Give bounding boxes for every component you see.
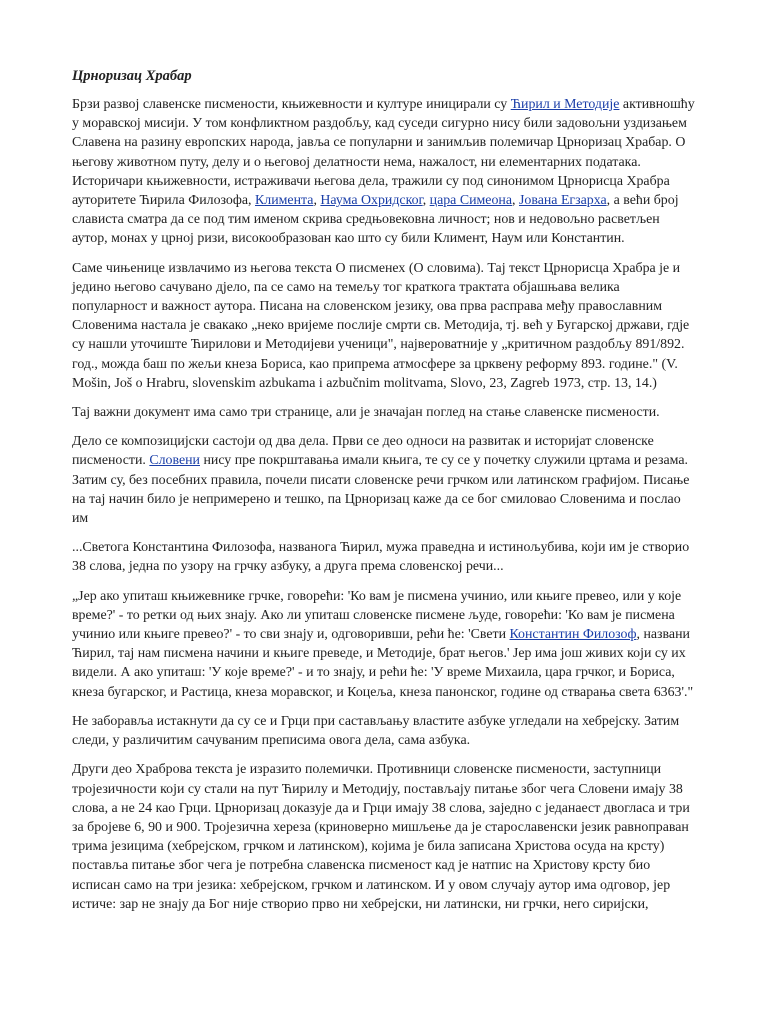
- article-title: Црноризац Храбар: [72, 68, 192, 84]
- text: Брзи развој славенске писмености, књижевности и културе иницирали су: [72, 97, 511, 112]
- text: , названи Ћирил, тај нам писмена начини и књиге преведе, и Методије, брат његов.' Јер има још живих који су их видели. А ако упиташ: 'У које време?' - и то знају, и рећи ће: 'У време Михаила, цара грчког, и Бориса, кнеза бугарског, и Растица, кнеза моравског, и Коцеља, кнеза панонског, године од стварања света 6363'.": [72, 627, 694, 700]
- text: „Јер ако упиташ књижевнике грчке, говорећи: 'Ко вам је писмена учинио, или књиге превео, или у које време?' - то ретки од њих знају. Ако ли упиташ словенске писмене људе, говорећи: 'Ко вам је писмена учинио или књиге превео?' - то сви знају и, одговоривши, рећи ће: 'Свети: [72, 588, 682, 643]
- text: , а већи број слависта сматра да се под тим именом скрива средњовековна личност; нов и недовољно расветљен аутор, монах у црној ризи, високообразован као што су били Климент, Наум или Константин.: [72, 193, 679, 247]
- link-kliment[interactable]: Климента: [255, 193, 314, 209]
- text: ,: [313, 193, 321, 209]
- paragraph-7: Не заборавља истакнути да су се и Грци при састављању властите азбуке угледали на хебрејску. Затим следи, у различитим сачуваним преписима овога дела, сама азбука.: [72, 713, 680, 749]
- link-slavs[interactable]: Словени: [149, 453, 200, 469]
- paragraph-5-quote: ...Светога Константина Филозофа, названога Ћирил, мужа праведна и истинољубива, који им је створио 38 слова, једна по узору на грчку азбуку, а друга према словенској речи...: [72, 540, 690, 575]
- text: ,: [512, 193, 519, 209]
- paragraph-1: [72, 95, 696, 249]
- link-tsar-simeon[interactable]: цара Симеона: [429, 193, 513, 209]
- text: нису пре покрштавања имали књига, те су се у почетку служили цртама и резама. Затим су, без посебних правила, почели писати словенске речи грчком или латинском графијом. Писање на тај начин било је непримерено и тешко, па Црноризац каже да се бог смиловао Словенима и послао им: [72, 453, 690, 527]
- link-naum-ohridski[interactable]: Наума Охридског: [320, 193, 423, 209]
- paragraph-4: [72, 432, 696, 528]
- link-cyril-methodius[interactable]: Ћирил и Методије: [510, 97, 620, 112]
- text: активношћу у моравској мисији. У том конфликтном раздобљу, кад суседи сигурно нису били задовољни уздизањем Славена на разину европских народа, јавља се популарни и занимљив полемичар Црноризац Храбар. О његову животном путу, делу и о његовој делатности нема, нажалост, ни елементарних података. Историчари књижевности, истраживачи његова дела, тражили су под синонимом Црнорисца Храбра ауторитете Ћирила Филозофа,: [72, 97, 695, 209]
- paragraph-2: Саме чињенице извлачимо из његова текста О писменех (О словима). Тај текст Црнорисца Храбра је и једино његово сачувано дјело, па се само на темељу тог краткога трактата објашњава велика популарност и важност аутора. Писана на словенском језику, ова прва расправа међу православним Словенима настала је свакако „неко вријеме послије смрти св. Методија, тј. већ у Бугарској држави, гдје су нашли уточиште Ћирилови и Методијеви ученици", највероватније у „критичном раздобљу 891/892. год., можда баш по жељи кнеза Бориса, као припрема атмосфере за црквену реформу 893. године." (V. Mošin, Još o Hrabru, slovenskim azbukama i azbučnim molitvama, Slovo, 23, Zagreb 1973, стр. 13, 14.): [72, 260, 690, 391]
- text: Дело се композицијски састоји од два дела. Први се део односи на развитак и историјат словенске писмености.: [72, 434, 654, 469]
- text: ,: [422, 193, 430, 209]
- link-jovan-egzarh[interactable]: Јована Егзарха: [518, 193, 607, 209]
- paragraph-3: Тај важни документ има само три странице, али је значајан поглед на стање славенске писмености.: [72, 405, 660, 421]
- paragraph-6-quote: [72, 587, 696, 702]
- paragraph-8: Други део Храброва текста је изразито полемички. Противници словенске писмености, заступници тројезичности који су стали на пут Ћирилу и Методију, постављају питање због чега Словени имају 38 слова, а не 24 као Грци. Црноризац доказује да и Грци имају 38 слова, заједно с једанаест двогласа и три за бројеве 6, 90 и 900. Тројезична хереза (криноверно мишљење да је старославенски језик равноправан трима језицима (хебрејском, грчком и латинском), којима је била записана Христова осуда на крсту) поставља питање због чега је потребна славенска писменост кад је натпис на Христову крсту био исписан само на три језика: хебрејском, грчком и латинском. И у овом случају аутор има одговор, јер истиче: зар не знају да Бог није створио прво ни хебрејски, ни латински, ни грчки, него сиријски,: [72, 762, 690, 912]
- link-constantine-philosopher[interactable]: Константин Филозоф: [509, 627, 637, 643]
